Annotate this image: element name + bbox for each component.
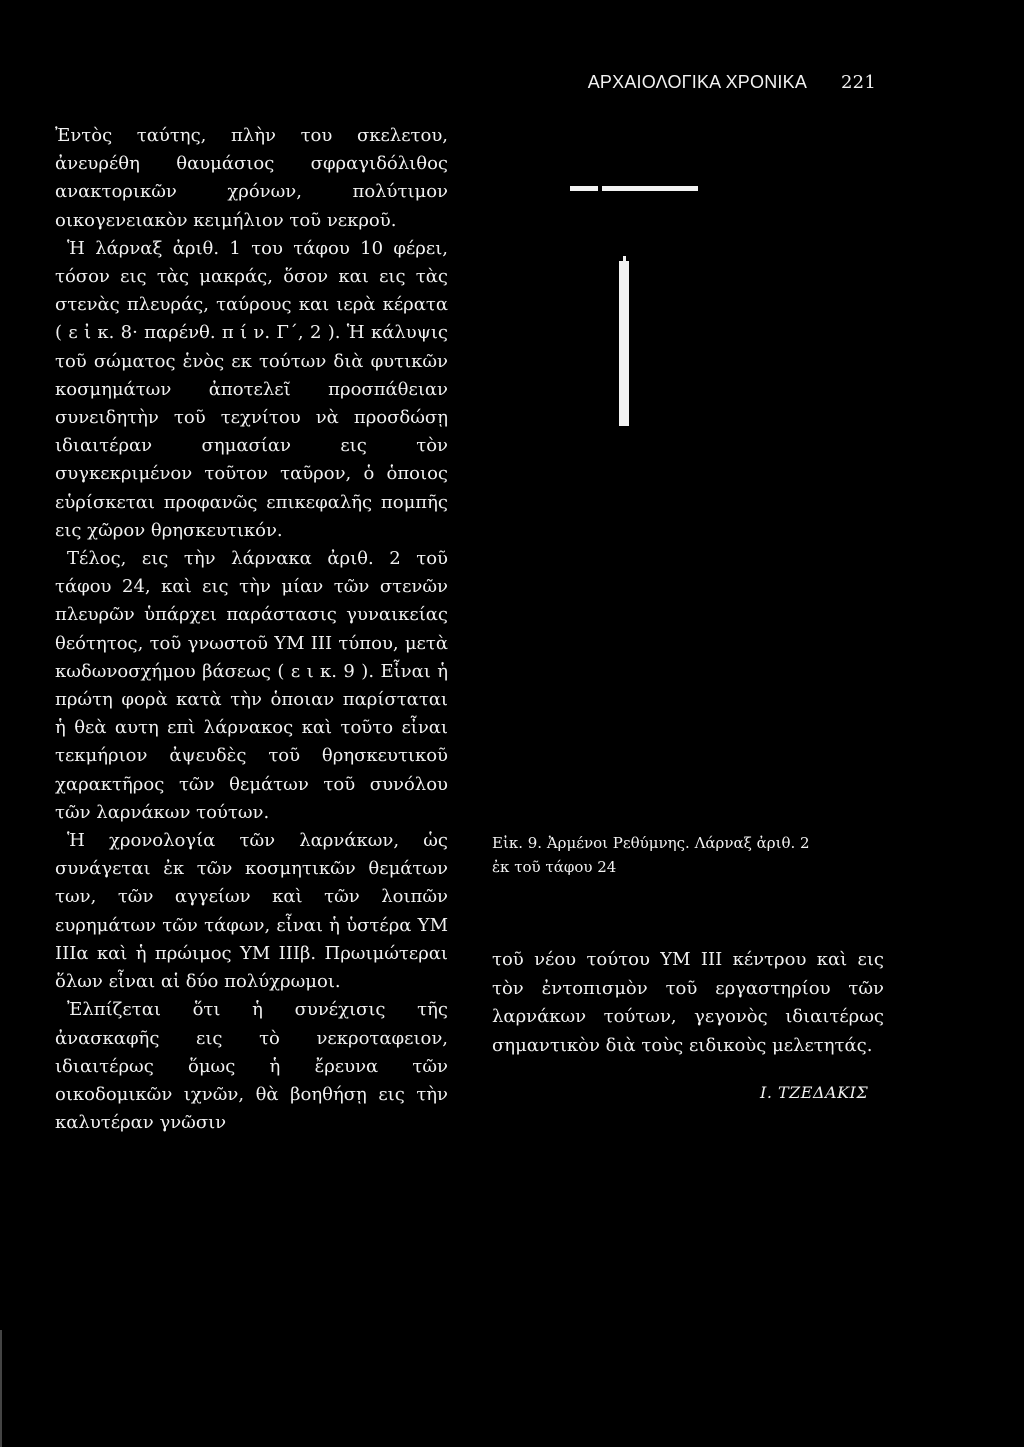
page-header [588, 72, 876, 93]
figure-caption [492, 831, 892, 879]
caption-line-1: Εἰκ. 9. Ἀρμένοι Ρεθύμνης. Λάρναξ ἀριθ. 2 [492, 834, 810, 852]
journal-title: ΑΡΧΑΙΟΛΟΓΙΚΑ ΧΡΟΝΙΚΑ [587, 72, 808, 92]
figure-pillar-tip [623, 256, 626, 264]
figure-pillar [619, 261, 629, 426]
author-signature: Ι. ΤΖΕΔΑΚΙΣ [760, 1083, 869, 1102]
left-column [55, 122, 448, 1137]
page-number: 221 [841, 72, 876, 93]
paragraph-3: Τέλος, εις τὴν λάρνακα ἀριθ. 2 τοῦ τάφου 24, καὶ εις τὴν μίαν τῶν στενῶν πλευρῶν ὑπάρχει παράστασις γυναικείας θεότητος, τοῦ γνωστοῦ ΥΜ ΙΙΙ τύπου, μετὰ κωδωνοσχήμου βάσεως ( ε ι κ. 9 ). Εἶναι ἡ πρώτη φορὰ κατὰ τὴν ὁποιαν παρίσταται ἡ θεὰ αυτη επὶ λάρνακος καὶ τοῦτο εἶναι τεκμήριον ἀψευδὲς τοῦ θρησκευτικοῦ χαρακτῆρος τῶν θεμάτων τοῦ συνόλου τῶν λαρνάκων τούτων. [55, 548, 448, 823]
paragraph-4: Ἡ χρονολογία τῶν λαρνάκων, ὡς συνάγεται ἐκ τῶν κοσμητικῶν θεμάτων των, τῶν αγγείων καὶ τῶν λοιπῶν ευρημάτων τῶν τάφων, εἶναι ἡ ὑστέρα ΥΜ ΙΙΙα καὶ ἡ πρώιμος ΥΜ ΙΙΙβ. Πρωιμώτεραι ὅλων εἶναι αἱ δύο πολύχρωμοι. [55, 830, 448, 993]
paragraph-5: Ἐλπίζεται ὅτι ἡ συνέχισις τῆς ἀνασκαφῆς εις τὸ νεκροταφειον, ιδιαιτέρως ὅμως ἡ ἔρευνα τῶν οικοδομικῶν ιχνῶν, θὰ βοηθήσῃ εις τὴν καλυτέραν γνῶσιν [55, 999, 448, 1134]
figure-top-band [570, 186, 698, 191]
paragraph-1: Ἐντὸς ταύτης, πλὴν του σκελετου, ἀνευρέθη θαυμάσιος σφραγιδόλιθος ανακτορικῶν χρόνων, πολύτιμον οικογενειακὸν κειμήλιον τοῦ νεκροῦ. [55, 125, 448, 231]
page-edge-mark [0, 1330, 2, 1447]
caption-line-2: ἐκ τοῦ τάφου 24 [492, 858, 617, 876]
right-paragraph: τοῦ νέου τούτου ΥΜ ΙΙΙ κέντρου καὶ εις τὸν ἐντοπισμὸν τοῦ εργαστηρίου τῶν λαρνάκων τούτων, γεγονὸς ιδιαιτέρως σημαντικὸν διὰ τοὺς ειδικοὺς μελετητάς. [492, 949, 884, 1056]
figure-top-band-gap [598, 186, 602, 191]
right-column [492, 946, 884, 1060]
larnax-figure-image [568, 186, 718, 436]
paragraph-2: Ἡ λάρναξ ἀριθ. 1 του τάφου 10 φέρει, τόσον εις τὰς μακράς, ὅσον και εις τὰς στενὰς πλευράς, ταύρους και ιερὰ κέρατα ( ε ἰ κ. 8· παρένθ. π ί ν. Γ΄, 2 ). Ἡ κάλυψις τοῦ σώματος ἑνὸς εκ τούτων διὰ φυτικῶν κοσμημάτων ἀποτελεῖ προσπάθειαν συνειδητὴν τοῦ τεχνίτου νὰ προσδώσῃ ιδιαιτέραν σημασίαν εις τὸν συγκεκριμένον τοῦτον ταῦρον, ὁ ὁποιος εὑρίσκεται προφανῶς επικεφαλῆς πομπῆς εις χῶρον θρησκευτικόν. [55, 237, 448, 541]
